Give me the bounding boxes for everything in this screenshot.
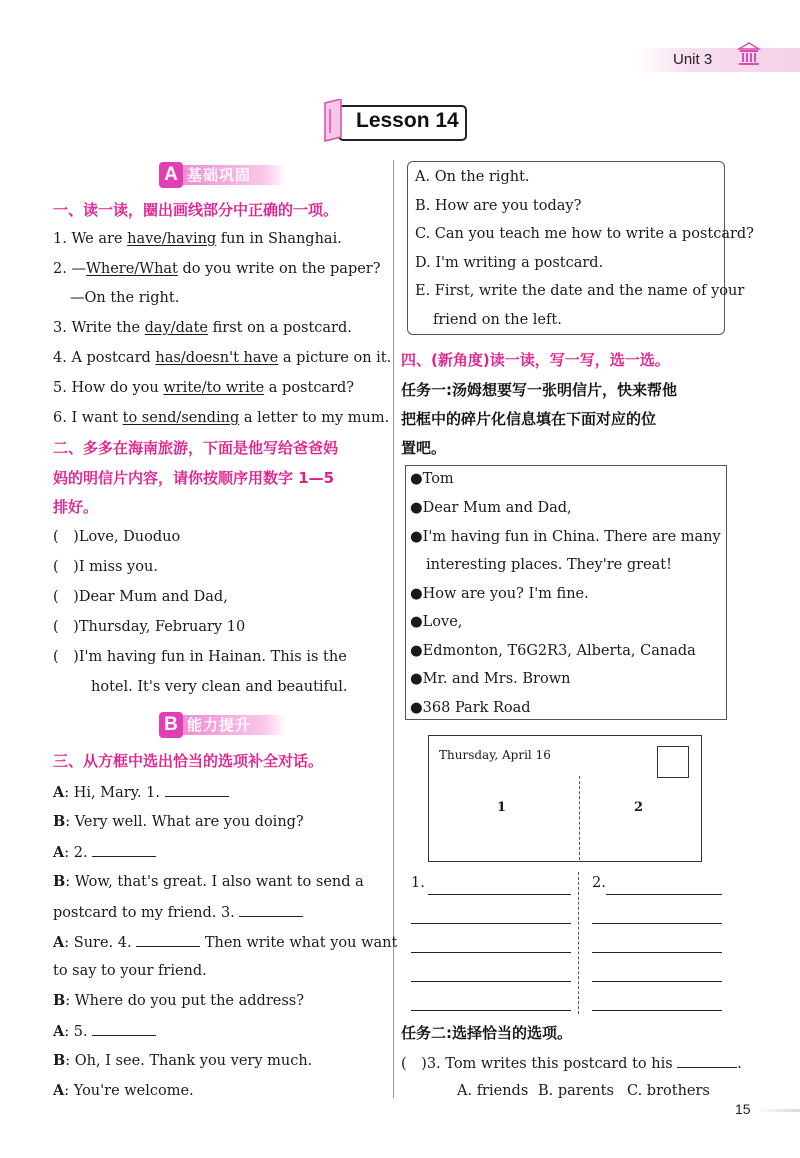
answer-bracket[interactable]: ( ) — [53, 559, 79, 575]
fragment-item: ●Love, — [410, 614, 463, 630]
fragment-item: ●Edmonton, T6G2R3, Alberta, Canada — [410, 643, 696, 659]
q3-option: D. I'm writing a postcard. — [415, 255, 604, 271]
fragment-item: ●Mr. and Mrs. Brown — [410, 671, 571, 687]
writing-line[interactable] — [411, 923, 571, 924]
q2-heading-line: 排好。 — [53, 498, 99, 516]
postcard-right-number: 2 — [634, 800, 644, 815]
bullet-icon: ● — [410, 529, 423, 545]
dialogue-line: B: Where do you put the address? — [53, 992, 304, 1009]
q1-heading: 一、读一读，圈出画线部分中正确的一项。 — [53, 201, 339, 219]
answer-blank[interactable] — [92, 1022, 156, 1036]
dialogue-line: to say to your friend. — [53, 963, 207, 979]
postcard-left-number: 1 — [497, 800, 507, 815]
task1-line: 任务一:汤姆想要写一张明信片，快来帮他 — [401, 381, 678, 399]
dialogue-line: A: You're welcome. — [53, 1082, 194, 1099]
answer-blank[interactable] — [239, 903, 303, 917]
writing-line[interactable] — [592, 1010, 722, 1011]
dialogue-line: postcard to my friend. 3. — [53, 903, 303, 922]
task1-line: 把框中的碎片化信息填在下面对应的位 — [401, 410, 657, 428]
q1-item: 4. A postcard has/doesn't have a picture on it. — [53, 350, 392, 366]
answer-blank[interactable] — [677, 1054, 737, 1068]
q1-item: 5. How do you write/to write a postcard? — [53, 380, 355, 396]
line-label-1: 1. — [411, 875, 425, 891]
fragment-item: ●368 Park Road — [410, 700, 531, 716]
column-divider — [393, 160, 394, 1098]
q2-item: ( )Thursday, February 10 — [53, 619, 246, 635]
writing-line[interactable] — [411, 981, 571, 982]
task2-heading: 任务二:选择恰当的选项。 — [401, 1024, 572, 1042]
q2-item: ( )Love, Duoduo — [53, 529, 181, 545]
q1-item: 6. I want to send/sending a letter to my mum. — [53, 410, 390, 426]
dialogue-line: A: Hi, Mary. 1. — [53, 783, 229, 802]
answer-bracket[interactable]: ( ) — [53, 529, 79, 545]
writing-line[interactable] — [592, 952, 722, 953]
task2-question: ( )3. Tom writes this postcard to his . — [401, 1056, 742, 1072]
q1-item: 1. We are have/having fun in Shanghai. — [53, 231, 342, 247]
task1-line: 置吧。 — [401, 439, 447, 457]
answer-bracket[interactable]: ( ) — [53, 589, 79, 605]
writing-line[interactable] — [606, 894, 722, 895]
q3-heading: 三、从方框中选出恰当的选项补全对话。 — [53, 752, 324, 770]
dialogue-line: A: Sure. 4. Then write what you want — [53, 934, 398, 951]
q3-option: B. How are you today? — [415, 198, 582, 214]
q3-option: E. First, write the date and the name of your — [415, 283, 745, 299]
postcard-divider — [579, 776, 580, 860]
writing-line[interactable] — [592, 923, 722, 924]
q3-options-box — [407, 161, 725, 335]
bullet-icon: ● — [410, 500, 423, 516]
fragment-item: ●How are you? I'm fine. — [410, 586, 589, 602]
answer-blank[interactable] — [136, 933, 200, 947]
section-a-badge: A 基础巩固 — [159, 162, 289, 188]
bullet-icon: ● — [410, 614, 423, 630]
task2-option[interactable]: B. parents — [538, 1083, 614, 1099]
q2-item: ( )I'm having fun in Hainan. This is the — [53, 649, 347, 665]
dialogue-line: B: Wow, that's great. I also want to send a — [53, 873, 364, 890]
dialogue-line: A: 5. — [53, 1022, 156, 1041]
q3-option-cont: friend on the left. — [433, 312, 562, 328]
writing-line[interactable] — [411, 952, 571, 953]
bullet-icon: ● — [410, 643, 423, 659]
fragment-item-cont: interesting places. They're great! — [426, 557, 672, 573]
writing-line[interactable] — [592, 981, 722, 982]
dialogue-line: A: 2. — [53, 843, 156, 862]
answer-bracket[interactable]: ( ) — [401, 1056, 427, 1072]
q2-item: ( )Dear Mum and Dad, — [53, 589, 228, 605]
page-bar — [757, 1109, 800, 1112]
dialogue-line: B: Oh, I see. Thank you very much. — [53, 1052, 313, 1069]
line-label-2: 2. — [592, 875, 606, 891]
q3-option: A. On the right. — [415, 169, 530, 185]
stamp-icon — [657, 746, 689, 778]
section-b-title: 能力提升 — [187, 716, 252, 734]
bullet-icon: ● — [410, 586, 423, 602]
q2-item-cont: hotel. It's very clean and beautiful. — [91, 679, 348, 695]
page-number: 15 — [735, 1101, 751, 1117]
fragment-item: ●Tom — [410, 471, 454, 487]
unit-label: Unit 3 — [673, 51, 713, 68]
writing-line[interactable] — [411, 1010, 571, 1011]
fragment-item: ●I'm having fun in China. There are many — [410, 529, 721, 545]
task2-option[interactable]: A. friends — [457, 1083, 529, 1099]
postcard-date: Thursday, April 16 — [439, 748, 551, 762]
bullet-icon: ● — [410, 471, 423, 487]
q2-heading-line: 二、多多在海南旅游，下面是他写给爸爸妈 — [53, 439, 339, 457]
q4-heading: 四、(新角度)读一读，写一写，选一选。 — [401, 351, 670, 369]
q3-option: C. Can you teach me how to write a postcard? — [415, 226, 754, 242]
museum-icon — [737, 41, 761, 67]
answer-bracket[interactable]: ( ) — [53, 649, 79, 665]
lesson-title: Lesson 14 — [356, 109, 459, 132]
writing-line[interactable] — [428, 894, 571, 895]
answer-blank[interactable] — [92, 843, 156, 857]
answer-blank[interactable] — [165, 783, 229, 797]
fragment-item: ●Dear Mum and Dad, — [410, 500, 572, 516]
q1-item-answer: —On the right. — [70, 290, 180, 306]
q2-item: ( )I miss you. — [53, 559, 158, 575]
section-b-badge: B 能力提升 — [159, 712, 289, 738]
q1-item: 2. —Where/What do you write on the paper? — [53, 261, 381, 277]
unit-tab — [635, 48, 800, 72]
dialogue-line: B: Very well. What are you doing? — [53, 813, 304, 830]
writing-divider — [578, 872, 579, 1014]
bullet-icon: ● — [410, 671, 423, 687]
answer-bracket[interactable]: ( ) — [53, 619, 79, 635]
bullet-icon: ● — [410, 700, 423, 716]
q1-item: 3. Write the day/date first on a postcard. — [53, 320, 352, 336]
task2-option[interactable]: C. brothers — [627, 1083, 710, 1099]
section-a-title: 基础巩固 — [187, 166, 252, 184]
q2-heading-line: 妈的明信片内容，请你按顺序用数字 1—5 — [53, 469, 335, 487]
